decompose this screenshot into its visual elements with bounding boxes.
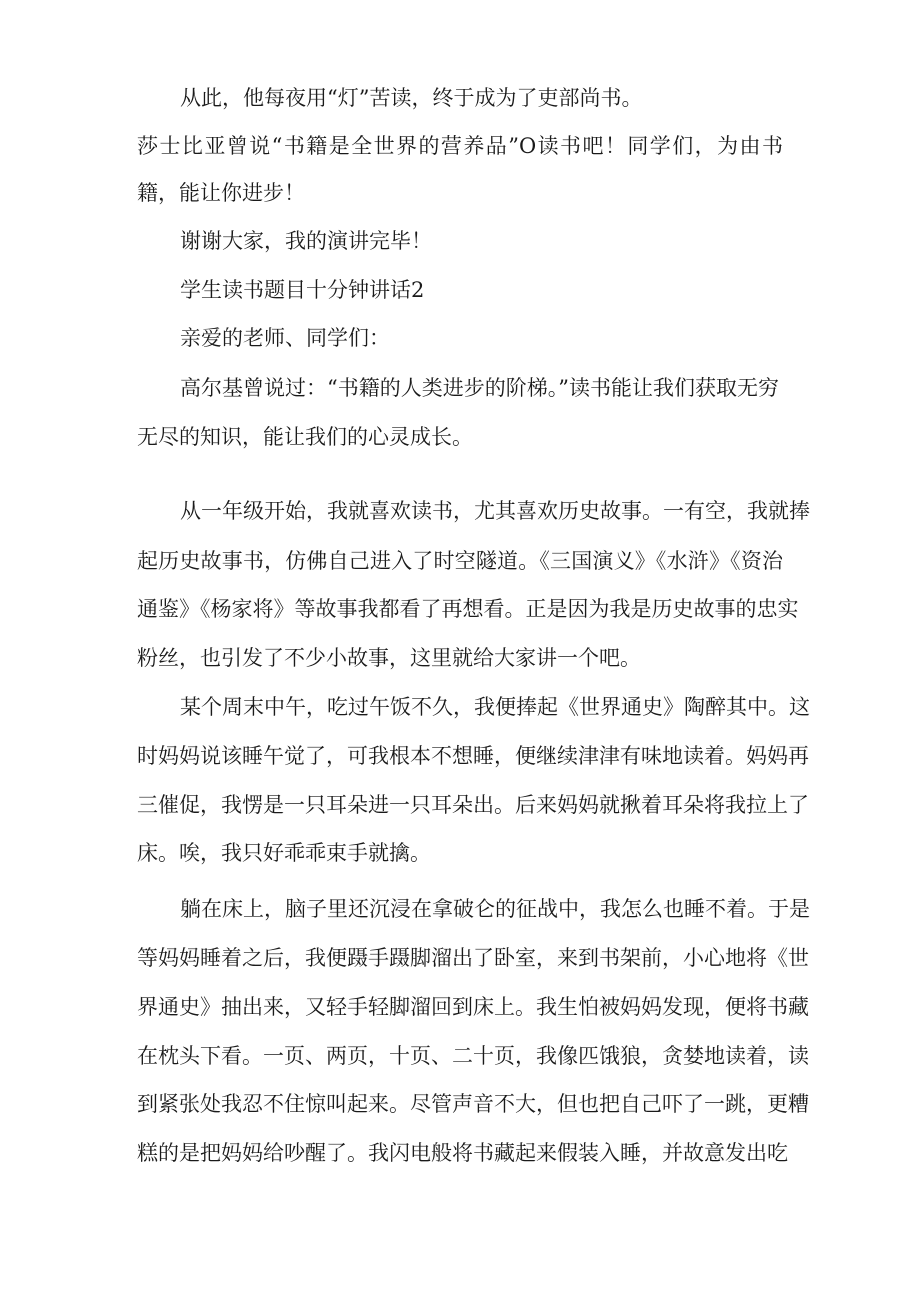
text-line: 籍，能让你进步！ [137, 181, 305, 205]
text-line: 床。唉，我只好乖乖束手就擒。 [137, 841, 431, 865]
text-line: 谢谢大家，我的演讲完毕！ [180, 229, 432, 253]
text-line: 三催促，我愣是一只耳朵进一只耳朵出。后来妈妈就揪着耳朵将我拉上了 [137, 793, 809, 817]
text-line: 到紧张处我忍不住惊叫起来。尽管声音不大，但也把自己吓了一跳，更糟 [137, 1092, 809, 1116]
text-line: 从此，他每夜用“灯”苦读，终于成为了吏部尚书。 [180, 86, 643, 110]
text-line: 等妈妈睡着之后，我便蹑手蹑脚溜出了卧室，来到书架前，小心地将《世 [137, 946, 809, 970]
text-line: 粉丝，也引发了不少小故事，这里就给大家讲一个吧。 [137, 646, 641, 670]
salutation: 亲爱的老师、同学们： [180, 326, 390, 350]
text-line: 某个周末中午，吃过午饭不久，我便捧起《世界通史》陶醉其中。这 [180, 695, 810, 719]
text-line: 从一年级开始，我就喜欢读书，尤其喜欢历史故事。一有空，我就捧 [180, 499, 810, 523]
text-line: 界通史》抽出来，又轻手轻脚溜回到床上。我生怕被妈妈发现，便将书藏 [137, 995, 809, 1019]
section-heading: 学生读书题目十分钟讲话2 [180, 278, 425, 302]
text-line: 通鉴》《杨家将》等故事我都看了再想看。正是因为我是历史故事的忠实 [137, 597, 799, 621]
text-line: 高尔基曾说过：“书籍的人类进步的阶梯。”读书能让我们获取无穷 [180, 376, 779, 400]
text-line: 起历史故事书，仿佛自己进入了时空隧道。《三国演义》《水浒》《资治 [137, 549, 783, 573]
text-line: 在枕头下看。一页、两页，十页、二十页，我像匹饿狼，贪婪地读着，读 [137, 1044, 809, 1068]
text-line: 无尽的知识，能让我们的心灵成长。 [137, 425, 473, 449]
text-line: 糕的是把妈妈给吵醒了。我闪电般将书藏起来假装入睡，并故意发出吃 [137, 1141, 788, 1165]
text-line: 莎士比亚曾说“书籍是全世界的营养品”O读书吧！同学们，为由书 [137, 134, 783, 158]
text-line: 躺在床上，脑子里还沉浸在拿破仑的征战中，我怎么也睡不着。于是 [180, 897, 810, 921]
text-line: 时妈妈说该睡午觉了，可我根本不想睡，便继续津津有味地读着。妈妈再 [137, 744, 809, 768]
